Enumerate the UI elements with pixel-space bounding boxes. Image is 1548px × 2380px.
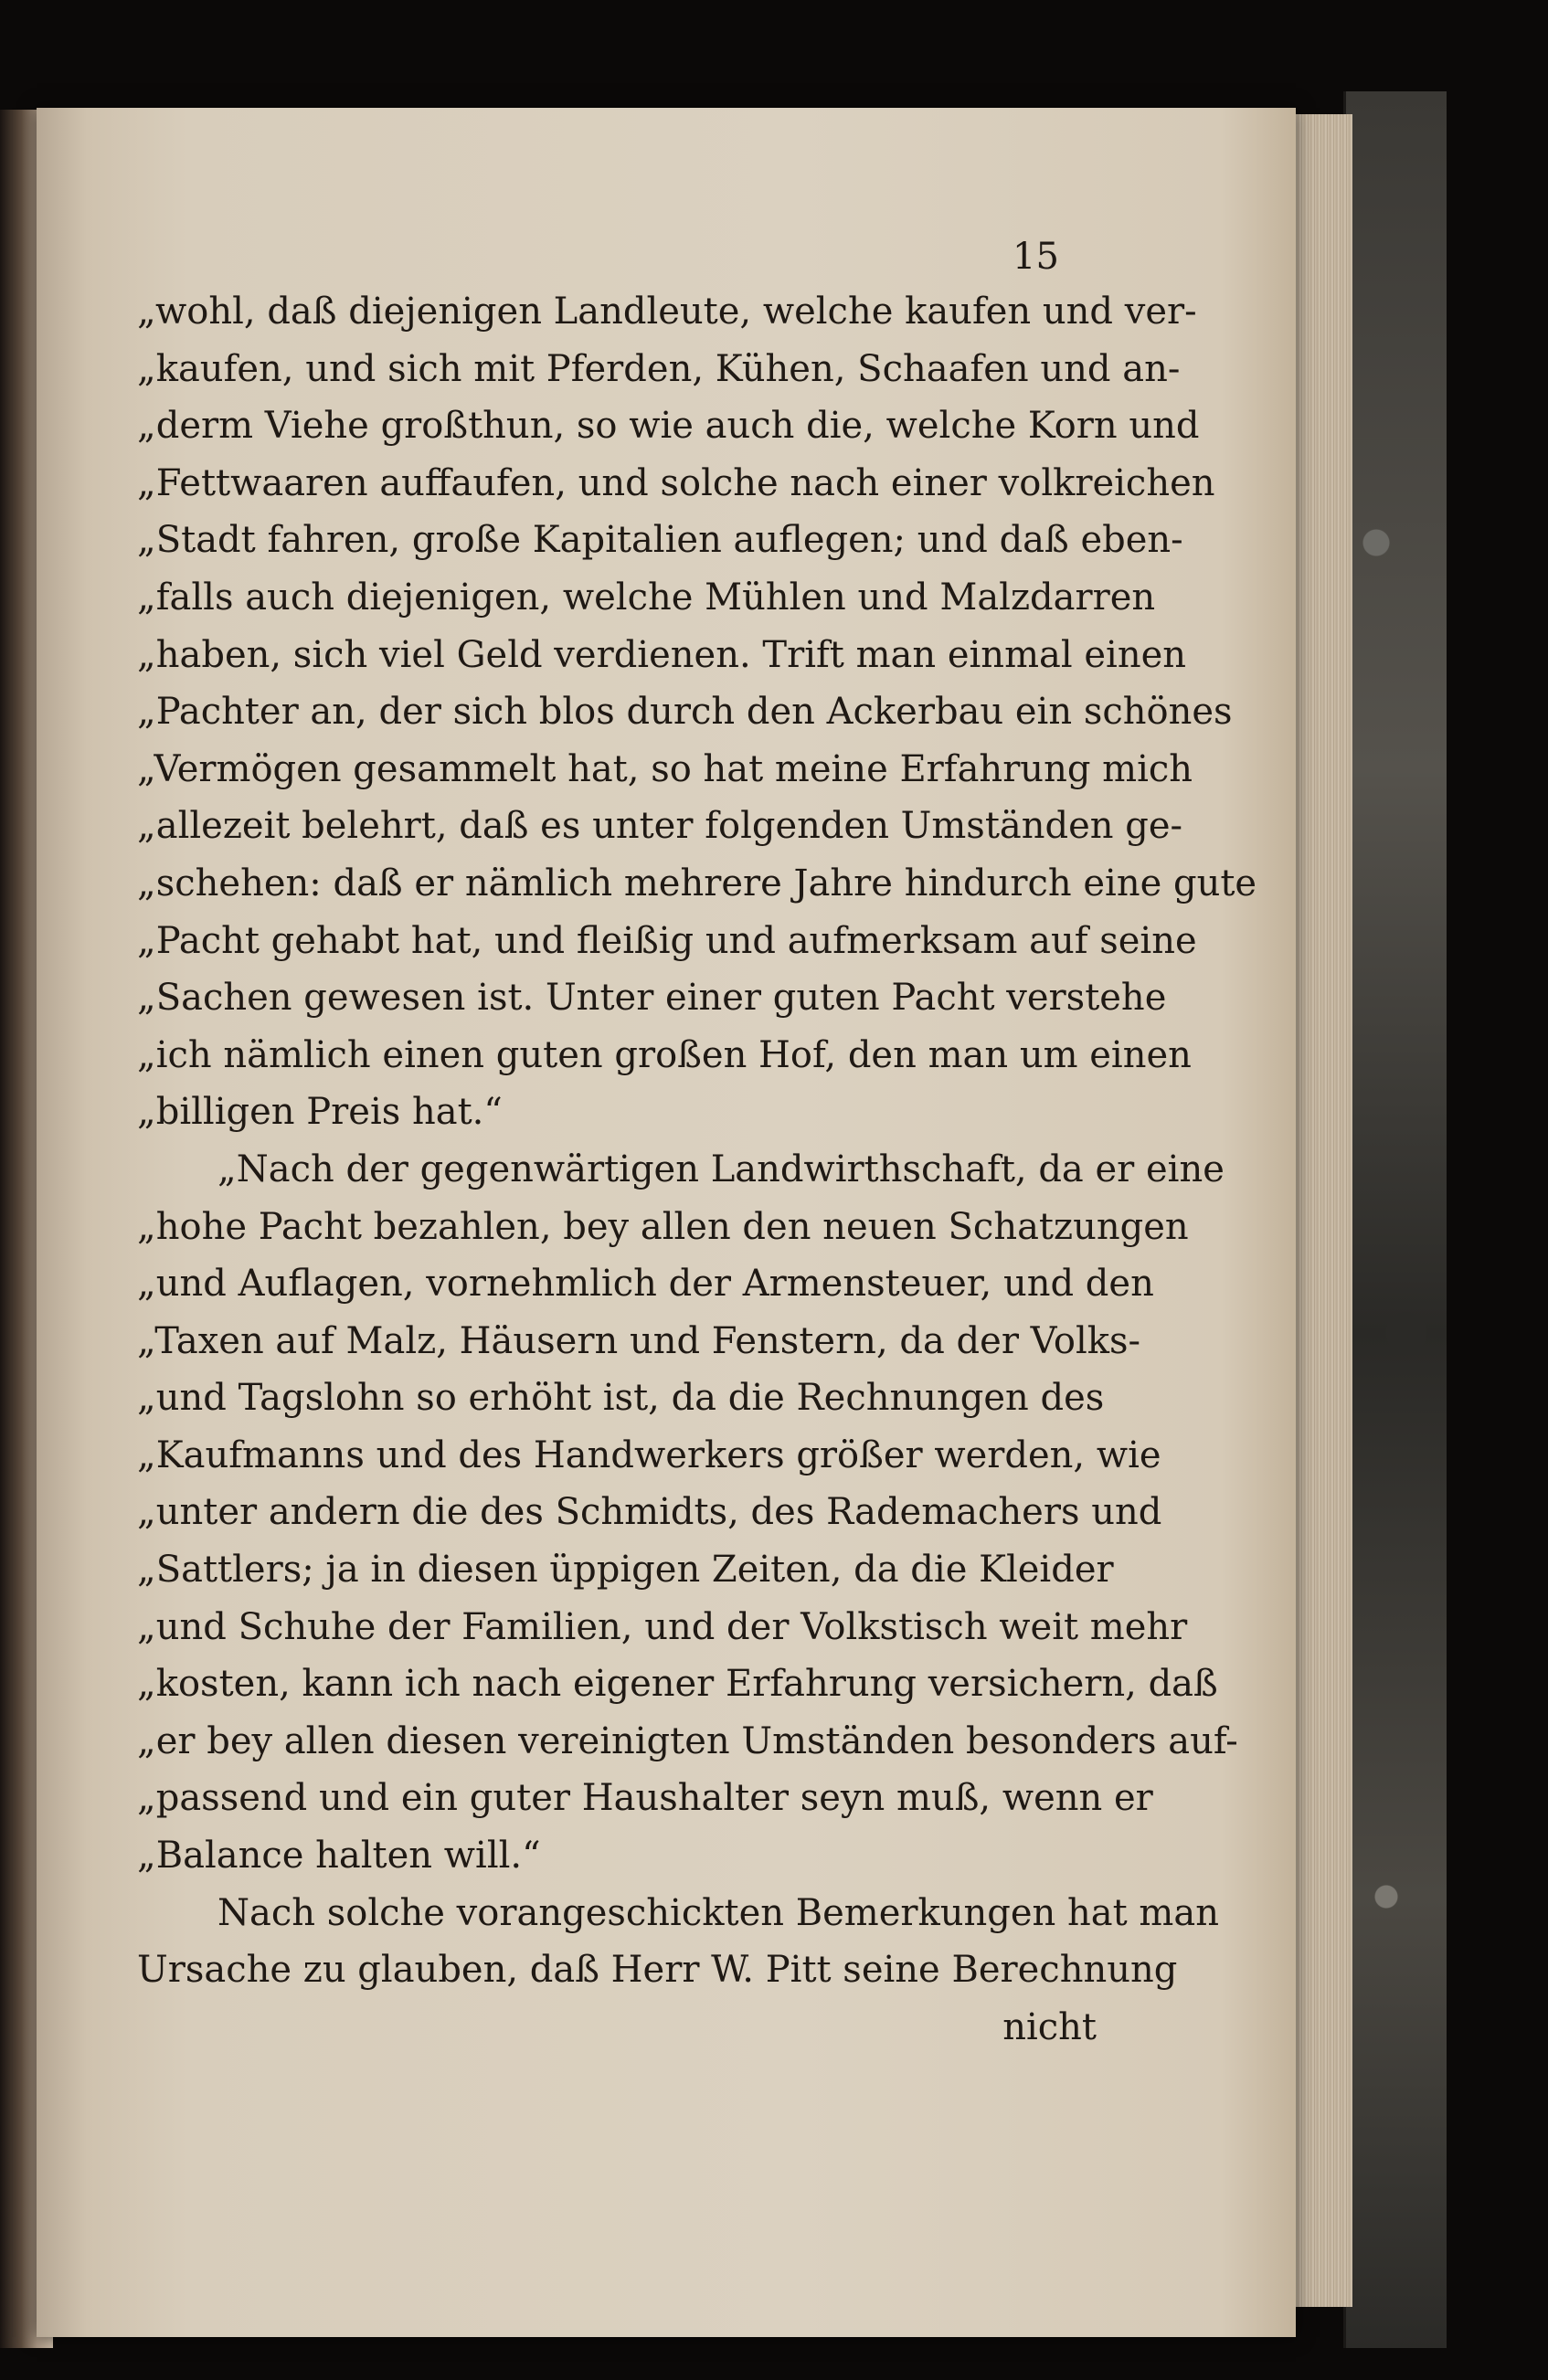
page-number: 15	[1013, 236, 1059, 278]
text-line: „kosten, kann ich nach eigener Erfahrung versichern, daß	[137, 1663, 1218, 1706]
text-line: „schehen: daß er nämlich mehrere Jahre hindurch eine gute	[137, 862, 1257, 904]
text-line: „und Tagslohn so erhöht ist, da die Rechnungen des	[137, 1377, 1105, 1420]
text-line: „Pachter an, der sich blos durch den Ackerbau ein schönes	[137, 691, 1233, 734]
text-line: „kaufen, und sich mit Pferden, Kühen, Schaafen und an-	[137, 347, 1181, 390]
body-text	[137, 283, 1257, 2056]
text-line: „Stadt fahren, große Kapitalien auflegen; und daß eben-	[137, 519, 1183, 562]
text-line: „Pacht gehabt hat, und fleißig und aufmerksam auf seine	[137, 919, 1197, 962]
text-line: „Taxen auf Malz, Häusern und Fenstern, da der Volks-	[137, 1319, 1141, 1362]
text-line: „ich nämlich einen guten großen Hof, den man um einen	[137, 1033, 1192, 1076]
text-line: Nach solche vorangeschickten Bemerkungen hat man	[217, 1891, 1219, 1934]
text-line: „er bey allen diesen vereinigten Umständen besonders auf-	[137, 1719, 1238, 1762]
text-line: „derm Viehe großthun, so wie auch die, welche Korn und	[137, 405, 1200, 448]
text-line: „passend und ein guter Haushalter seyn muß, wenn er	[137, 1777, 1153, 1820]
text-line: „und Schuhe der Familien, und der Volkstisch weit mehr	[137, 1605, 1188, 1648]
book-cover-marbled	[1343, 91, 1447, 2348]
page-edges	[1296, 114, 1352, 2307]
text-line: „und Auflagen, vornehmlich der Armensteuer, und den	[137, 1263, 1154, 1306]
text-line: „Nach der gegenwärtigen Landwirthschaft, da er eine	[217, 1148, 1225, 1190]
text-line: „haben, sich viel Geld verdienen. Trift man einmal einen	[137, 633, 1187, 676]
catchword: nicht	[1002, 2005, 1097, 2048]
text-line: „falls auch diejenigen, welche Mühlen und Malzdarren	[137, 576, 1156, 619]
text-line: „unter andern die des Schmidts, des Rademachers und	[137, 1491, 1162, 1534]
text-line: „billigen Preis hat.“	[137, 1091, 503, 1134]
text-line: „Vermögen gesammelt hat, so hat meine Erfahrung mich	[137, 747, 1193, 790]
text-line: „Kaufmanns und des Handwerkers größer werden, wie	[137, 1433, 1161, 1476]
text-line: „Balance halten will.“	[137, 1835, 541, 1878]
text-line: „Fettwaaren auffaufen, und solche nach einer volkreichen	[137, 461, 1215, 504]
text-line: „hohe Pacht bezahlen, bey allen den neuen Schatzungen	[137, 1205, 1189, 1248]
text-line: Ursache zu glauben, daß Herr W. Pitt seine Berechnung	[137, 1949, 1178, 1992]
text-line: „allezeit belehrt, daß es unter folgenden Umständen ge-	[137, 805, 1183, 848]
text-line: „wohl, daß diejenigen Landleute, welche kaufen und ver-	[137, 291, 1197, 333]
text-line: „Sattlers; ja in diesen üppigen Zeiten, da die Kleider	[137, 1549, 1114, 1592]
text-line: „Sachen gewesen ist. Unter einer guten Pacht verstehe	[137, 977, 1167, 1020]
